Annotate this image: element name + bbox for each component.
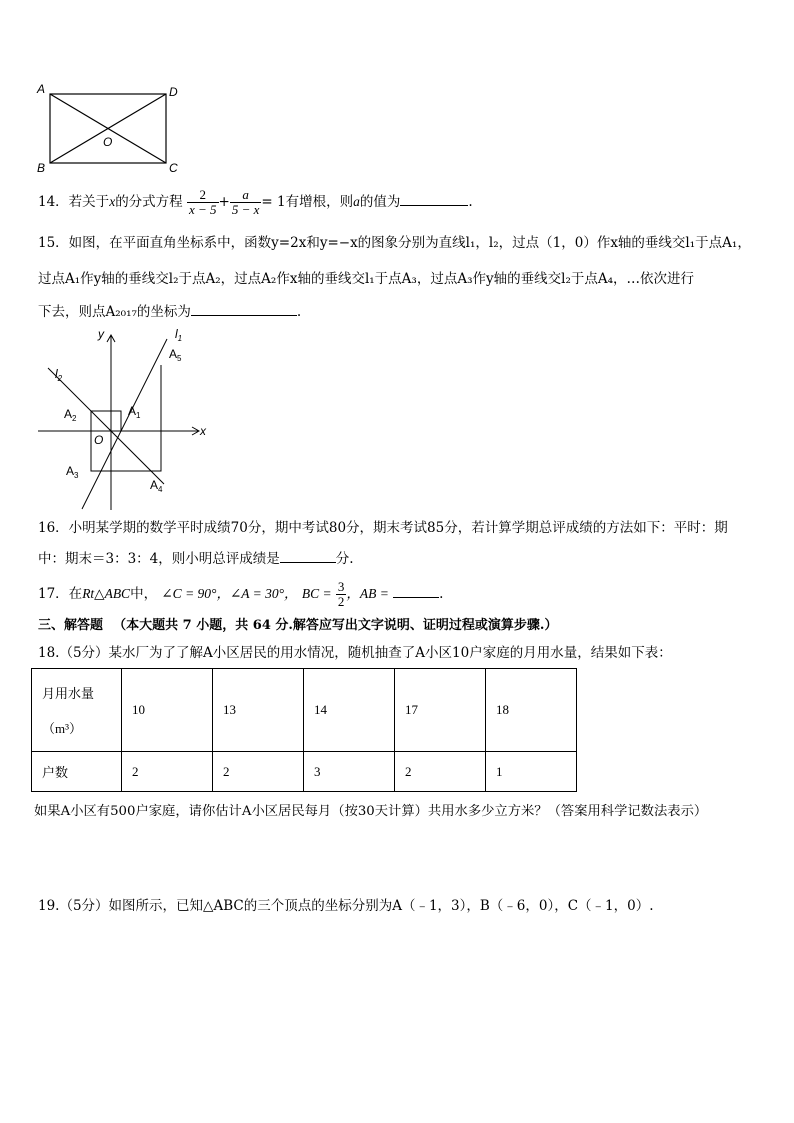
- q19-text: 19.（5分）如图所示，已知△ABC的三个顶点的坐标分别为A（﹣1，3），B（﹣6，0），C（﹣1，0）.: [38, 898, 654, 914]
- q18-intro-text: 18.（5分）某水厂为了了解A小区居民的用水情况，随机抽查了A小区10户家庭的月用水量，结果如下表：: [38, 645, 672, 661]
- header-label: 月用水量: [42, 686, 95, 701]
- q14-text-post: 的值为: [359, 194, 401, 210]
- question-19: [38, 896, 654, 916]
- q14-text-eq: = 1有增根，则: [261, 194, 354, 210]
- rectangle-figure: [34, 80, 184, 175]
- label-o: O: [94, 433, 104, 447]
- question-18-question: [34, 802, 707, 822]
- q17-text-pre: 17．在: [38, 586, 83, 602]
- q16-line1-text: 16．小明某学期的数学平时成绩70分，期中考试80分，期末考试85分，若计算学期总评成绩的方法如下：平时：期: [38, 520, 728, 536]
- q17-ab: ，AB =: [346, 586, 389, 601]
- q14-f2-num: a: [230, 188, 262, 203]
- q17-frac-num: 3: [337, 579, 345, 594]
- q15-line1-text: 15．如图，在平面直角坐标系中，函数y=2x和y=−x的图象分别为直线l₁，l₂，过点（1，0）作x轴的垂线交l₁于点A₁，: [38, 235, 751, 251]
- q16-line2-text: 中：期末＝3：3：4，则小明总评成绩是: [38, 551, 280, 567]
- question-16-line-2: [38, 548, 354, 569]
- q14-f1-den: x − 5: [188, 202, 217, 217]
- section-3-title: 三、解答题: [38, 618, 104, 633]
- q14-text-pre: 14．若关于: [38, 194, 110, 210]
- question-15-line-2: [38, 269, 694, 289]
- q17-triangle: Rt△ABC: [82, 586, 131, 601]
- q17-end: .: [439, 586, 444, 602]
- q14-plus: +: [218, 194, 230, 210]
- q14-end: .: [468, 194, 473, 210]
- header-cell: [32, 669, 122, 752]
- question-14: [38, 188, 473, 217]
- coordinate-figure: [34, 322, 224, 512]
- q17-text-zhong: 中，: [130, 586, 158, 602]
- label-a4: $A_4$: [150, 478, 163, 494]
- q14-f2-den: 5 − x: [231, 202, 260, 217]
- question-15-line-1: [38, 233, 751, 253]
- label-d: D: [169, 85, 178, 99]
- count-label-cell: 户数: [32, 752, 122, 792]
- q15-line3-text: 下去，则点A₂₀₁₇的坐标为: [38, 304, 191, 320]
- label-a1: $A_1$: [128, 404, 141, 420]
- question-15-line-3: [38, 301, 301, 322]
- q18-question-text: 如果A小区有500户家庭，请你估计A小区居民每月（按30天计算）共用水多少立方米？（答案用科学记数法表示）: [34, 804, 708, 819]
- q15-end: .: [296, 304, 302, 320]
- q15-answer-blank[interactable]: [191, 301, 297, 316]
- label-a2: $A_2$: [64, 407, 77, 423]
- count-cell: 2: [395, 752, 486, 792]
- label-a3: $A_3$: [66, 464, 79, 480]
- staircase-path: [91, 365, 161, 471]
- label-l1: $l_1$: [175, 327, 183, 343]
- q17-angles: ∠C = 90°，∠A = 30°，: [161, 586, 298, 601]
- q14-answer-blank[interactable]: [400, 191, 468, 206]
- q17-bc: BC =: [301, 586, 332, 601]
- q16-end: 分.: [335, 551, 354, 567]
- label-a: A: [37, 82, 46, 96]
- label-b: B: [37, 161, 46, 175]
- label-y: y: [98, 327, 104, 341]
- section-3-note: （本大题共 7 小题，共 64 分.解答应写出文字说明、证明过程或演算步骤.）: [113, 618, 558, 633]
- water-usage-table: [31, 668, 577, 792]
- q14-var-x: x: [109, 194, 116, 209]
- q14-f1-num: 2: [187, 188, 219, 203]
- label-a5: $A_5$: [169, 347, 182, 363]
- header-unit: （m³）: [42, 721, 83, 736]
- table-row: [32, 752, 577, 792]
- q17-frac-den: 2: [337, 594, 345, 609]
- value-cell: 17: [395, 669, 486, 752]
- q16-answer-blank[interactable]: [280, 548, 336, 563]
- count-cell: 3: [304, 752, 395, 792]
- table-row: [32, 669, 577, 752]
- value-cell: 10: [122, 669, 213, 752]
- q14-fraction-2: [230, 188, 262, 217]
- label-c: C: [169, 161, 178, 175]
- value-cell: 14: [304, 669, 395, 752]
- count-cell: 1: [486, 752, 577, 792]
- value-cell: 18: [486, 669, 577, 752]
- section-3-header: [38, 616, 557, 636]
- question-17: [38, 577, 443, 611]
- q17-answer-blank[interactable]: [393, 583, 439, 598]
- question-16-line-1: [38, 518, 728, 538]
- q14-text-mid: 的分式方程: [115, 194, 183, 210]
- question-18-intro: [38, 643, 672, 663]
- label-x: x: [200, 424, 206, 438]
- value-cell: 13: [213, 669, 304, 752]
- q14-var-a: a: [353, 194, 360, 209]
- count-cell: 2: [213, 752, 304, 792]
- q17-fraction: [336, 580, 347, 609]
- label-o: O: [103, 135, 113, 149]
- q15-line2-text: 过点A₁作y轴的垂线交l₂于点A₂，过点A₂作x轴的垂线交l₁于点A₃，过点A₃作y轴的垂线交l₂于点A₄，…依次进行: [38, 271, 695, 287]
- q14-fraction-1: [187, 188, 219, 217]
- label-l2: $l_2$: [55, 367, 63, 383]
- count-cell: 2: [122, 752, 213, 792]
